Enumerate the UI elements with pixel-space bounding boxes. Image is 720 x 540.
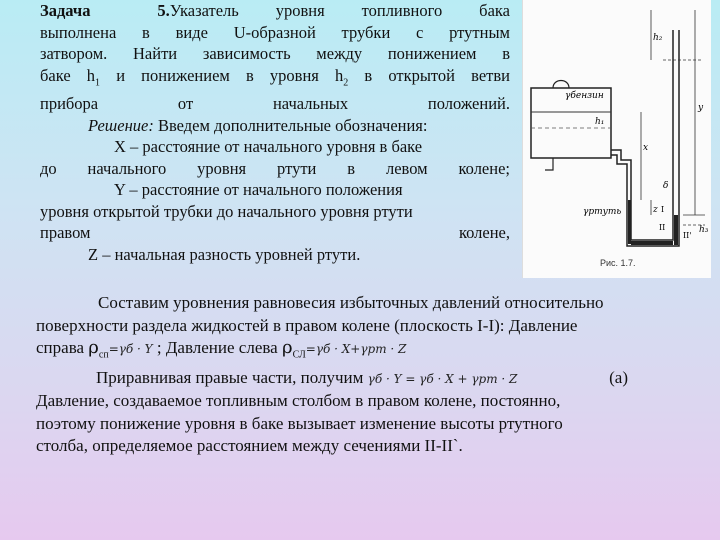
- para1-line1: Составим уровнения равновесия избыточных давлений относительно: [98, 293, 604, 312]
- h2-subscript: 2: [343, 76, 349, 88]
- problem-title: Задача: [40, 1, 91, 20]
- problem-line-3: затвором. Найти зависимость между понижением в: [40, 44, 510, 63]
- solution-label: Решение:: [88, 115, 154, 135]
- problem-line-1: [40, 0, 510, 22]
- label-z: z: [653, 205, 658, 215]
- x-definition-2: до начального уровня ртути в левом колене;: [40, 158, 510, 178]
- label-h2: h₂: [653, 33, 663, 43]
- rho-sub-left: СЛ: [292, 349, 306, 361]
- label-II-prime: II': [683, 231, 692, 240]
- figure-caption: Рис. 1.7.: [600, 258, 636, 268]
- problem-line-4a: баке h: [40, 65, 96, 85]
- label-h3: h₃: [699, 225, 709, 235]
- u-tube-diagram: [523, 0, 711, 278]
- label-mercury: γртуть: [583, 207, 622, 217]
- para2-text: Приравнивая правые части, получим: [96, 367, 368, 387]
- label-II: II: [659, 223, 666, 232]
- equation-label: (а): [609, 367, 628, 387]
- rho-symbol-right: ρ: [88, 337, 99, 358]
- y-definition-3: правом колене,: [40, 223, 510, 243]
- x-definition-1: X – расстояние от начального уровня в баке: [114, 137, 423, 157]
- label-delta: δ: [663, 181, 669, 191]
- y-definition-2: уровня открытой трубки до начального уровня ртути: [40, 201, 413, 221]
- h1-subscript: 1: [95, 76, 101, 88]
- z-definition: Z – начальная разность уровней ртути.: [88, 244, 361, 264]
- para3-line3: столба, определяемое расстоянием между сечениями II-II`.: [36, 436, 463, 456]
- mercury-bottom: [631, 241, 673, 245]
- figure-1-7: [522, 0, 711, 278]
- para3-line2: поэтому понижение уровня в баке вызывает изменение высоты ртутного: [36, 413, 563, 433]
- formula-left: =γб · X+γрт · Z: [305, 342, 407, 356]
- label-x: x: [643, 143, 649, 153]
- problem-line-1-text: Указатель уровня топливного бака: [169, 1, 510, 20]
- solution-line: [40, 115, 510, 137]
- para1-line3: [36, 337, 700, 367]
- pressure-left-prefix: ; Давление слева: [152, 338, 282, 357]
- label-tank: γбензин: [565, 91, 604, 101]
- rho-symbol-left: ρ: [281, 337, 293, 358]
- tank-drain: [545, 158, 553, 170]
- para1-line2: поверхности раздела жидкостей в правом колене (плоскость I-I): Давление: [36, 315, 578, 335]
- label-y: y: [698, 103, 704, 113]
- problem-text: [40, 0, 510, 265]
- tank-filler-cap: [553, 81, 569, 89]
- problem-number: 5.: [157, 1, 170, 20]
- mercury-left: [628, 200, 631, 244]
- label-I: I: [661, 205, 665, 214]
- problem-line-4: [40, 65, 510, 94]
- rho-sub-right: сп: [98, 349, 109, 361]
- mercury-right: [674, 215, 678, 245]
- formula-equation: γб · Y = γб · X + γрт · Z: [367, 371, 518, 386]
- para2: [36, 367, 700, 391]
- label-h1: h₁: [595, 117, 605, 127]
- problem-line-5: прибора от начальных положений.: [40, 94, 510, 114]
- problem-line-4c: в открытой ветви: [348, 65, 510, 85]
- pressure-right-prefix: справа: [36, 338, 89, 357]
- solution-text: Введем дополнительные обозначения:: [153, 115, 428, 135]
- para3-line1: Давление, создаваемое топливным столбом в правом колене, постоянно,: [36, 391, 561, 411]
- problem-line-2: выполнена в виде U-образной трубки с ртутным: [40, 22, 510, 42]
- equation-text: [36, 292, 700, 458]
- problem-line-4b: и понижением в уровня h: [100, 65, 344, 85]
- formula-right: =γб · Y: [108, 342, 153, 356]
- y-definition-1: Y – расстояние от начального положения: [114, 180, 403, 200]
